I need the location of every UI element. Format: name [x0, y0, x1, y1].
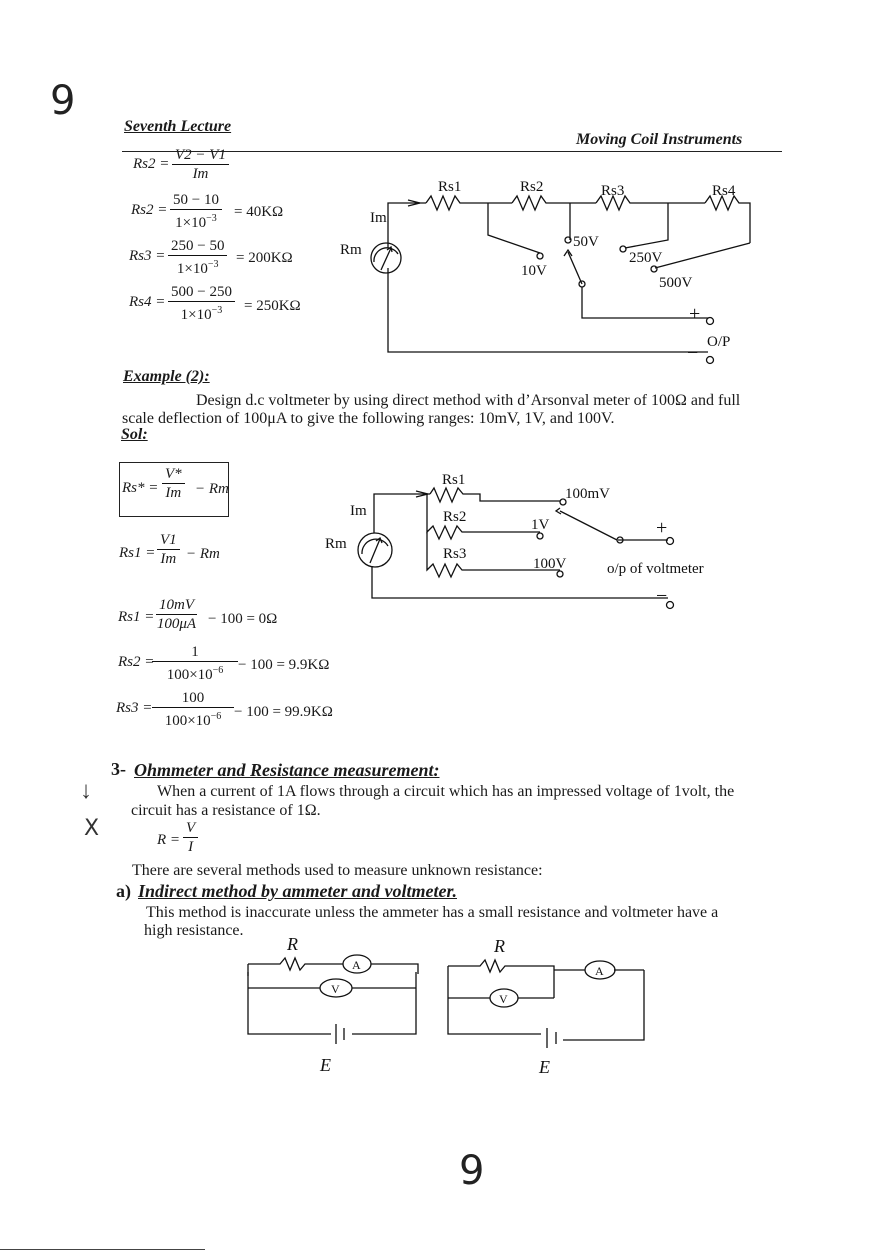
formula-box-rhs: − Rm [195, 481, 229, 497]
c2-label-100mv: 100mV [565, 486, 610, 502]
c2-label-plus: + [656, 517, 668, 539]
result-rs3-num: 100 [152, 690, 234, 708]
header-left: Seventh Lecture [124, 118, 232, 135]
result-rs2-num: 1 [152, 644, 238, 662]
section-3-number: 3- [111, 759, 126, 779]
section-3-title: Ohmmeter and Resistance measurement: [134, 760, 440, 780]
c1-label-rs1: Rs1 [438, 179, 462, 195]
c1-label-rs4: Rs4 [712, 183, 736, 199]
c1-label-minus: − [687, 342, 699, 364]
rs1-formula-lhs: Rs1 = [119, 545, 156, 561]
c2-label-100v: 100V [533, 556, 567, 572]
calc-rs2b-den: 1×10 [175, 215, 207, 231]
calc-rs2-den: Im [192, 166, 209, 182]
scan-edge-line [0, 1249, 205, 1250]
calc-rs4-num: 500 − 250 [168, 284, 235, 302]
calc-rs3-den: 1×10 [176, 261, 208, 277]
right-label-r: R [494, 936, 505, 956]
methods-line: There are several methods used to measure unknown resistance: [132, 862, 543, 879]
diagram-right [448, 936, 644, 1077]
c1-label-im: Im [370, 210, 387, 226]
formula-box-num: V* [162, 466, 185, 484]
c1-label-rs2: Rs2 [520, 179, 544, 195]
c2-label-op: o/p of voltmeter [607, 561, 704, 577]
c1-label-500v: 500V [659, 275, 693, 291]
result-rs2-den: 100×10 [166, 667, 213, 683]
right-label-v: V [499, 992, 508, 1006]
right-label-e: E [539, 1057, 550, 1077]
result-rs3-exp: −6 [210, 711, 222, 722]
calc-rs2-lhs: Rs2 = [133, 156, 170, 172]
c2-label-rs3: Rs3 [443, 546, 467, 562]
left-label-v: V [331, 982, 340, 996]
c1-label-50v: 50V [573, 234, 599, 250]
calc-rs2b-rhs: = 40KΩ [234, 204, 284, 220]
calc-rs3-rhs: = 200KΩ [236, 250, 293, 266]
subsection-a-line2: high resistance. [144, 922, 244, 939]
calc-rs2b-num: 50 − 10 [170, 192, 222, 210]
result-rs3-lhs: Rs3 = [116, 700, 153, 716]
diagram-left [248, 934, 418, 1075]
result-rs2-lhs: Rs2 = [118, 654, 155, 670]
formula-box-lhs: Rs* = [122, 480, 159, 496]
rs1-formula-rhs: − Rm [186, 546, 220, 562]
calc-rs4-lhs: Rs4 = [129, 294, 166, 310]
c1-label-rm: Rm [340, 242, 362, 258]
section-3-line1: When a current of 1A flows through a circuit which has an impressed voltage of 1volt, the [157, 783, 735, 800]
example-2-text-line2: scale deflection of 100μA to give the following ranges: 10mV, 1V, and 100V. [122, 410, 615, 427]
example-2-text-line1: Design d.c voltmeter by using direct method with d’Arsonval meter of 100Ω and full [196, 392, 741, 409]
result-rs1-rhs: − 100 = 0Ω [208, 611, 278, 627]
c2-label-minus: − [656, 585, 668, 607]
page-number: 9 [459, 1148, 485, 1194]
calc-rs4-exp: −3 [211, 305, 223, 316]
left-label-e: E [320, 1055, 331, 1075]
left-label-r: R [287, 934, 298, 954]
calc-rs2b-lhs: Rs2 = [131, 202, 168, 218]
header-right: Moving Coil Instruments [576, 131, 743, 148]
rs1-formula-num: V1 [157, 532, 180, 550]
result-rs1-den: 100μA [156, 616, 197, 632]
calc-rs4-den: 1×10 [180, 307, 212, 323]
ohm-law-lhs: R = [157, 832, 181, 848]
formula-box-den: Im [165, 485, 182, 501]
sol-label: Sol: [121, 426, 148, 443]
calc-rs2-num: V2 − V1 [172, 147, 229, 165]
left-label-a: A [352, 958, 361, 972]
subsection-a-label: a) [116, 881, 131, 901]
subsection-a-line1: This method is inaccurate unless the ammeter has a small resistance and voltmeter have a [146, 904, 719, 921]
c2-label-rs2: Rs2 [443, 509, 467, 525]
c1-label-250v: 250V [629, 250, 663, 266]
result-rs2-exp: −6 [212, 665, 224, 676]
c2-label-rs1: Rs1 [442, 472, 466, 488]
c1-label-10v: 10V [521, 263, 547, 279]
section-3-line2: circuit has a resistance of 1Ω. [131, 802, 321, 819]
result-rs2-rhs: − 100 = 9.9KΩ [238, 657, 330, 673]
c2-label-im: Im [350, 503, 367, 519]
margin-note-cross: X [84, 816, 100, 841]
result-rs1-num: 10mV [156, 597, 197, 615]
example-2-title: Example (2): [123, 368, 210, 385]
result-rs1-lhs: Rs1 = [118, 609, 155, 625]
calc-rs3-num: 250 − 50 [168, 238, 227, 256]
result-rs3-den: 100×10 [164, 713, 211, 729]
c1-label-rs3: Rs3 [601, 183, 625, 199]
calc-rs3-exp: −3 [207, 259, 219, 270]
margin-note-arrow: ↓ [80, 778, 92, 804]
margin-page-mark: 9 [50, 78, 76, 124]
calc-rs3-lhs: Rs3 = [129, 248, 166, 264]
right-label-a: A [595, 964, 604, 978]
c2-label-rm: Rm [325, 536, 347, 552]
subsection-a-title: Indirect method by ammeter and voltmeter. [138, 881, 457, 901]
ohm-law-num: V [183, 820, 198, 838]
c1-label-op: O/P [707, 334, 731, 350]
calc-rs4-rhs: = 250KΩ [244, 298, 301, 314]
ohm-law-den: I [188, 839, 194, 855]
result-rs3-rhs: − 100 = 99.9KΩ [234, 704, 333, 720]
rs1-formula-den: Im [160, 551, 177, 567]
c2-label-1v: 1V [531, 517, 550, 533]
calc-rs2b-exp: −3 [206, 213, 217, 224]
c1-label-plus: + [689, 303, 701, 325]
